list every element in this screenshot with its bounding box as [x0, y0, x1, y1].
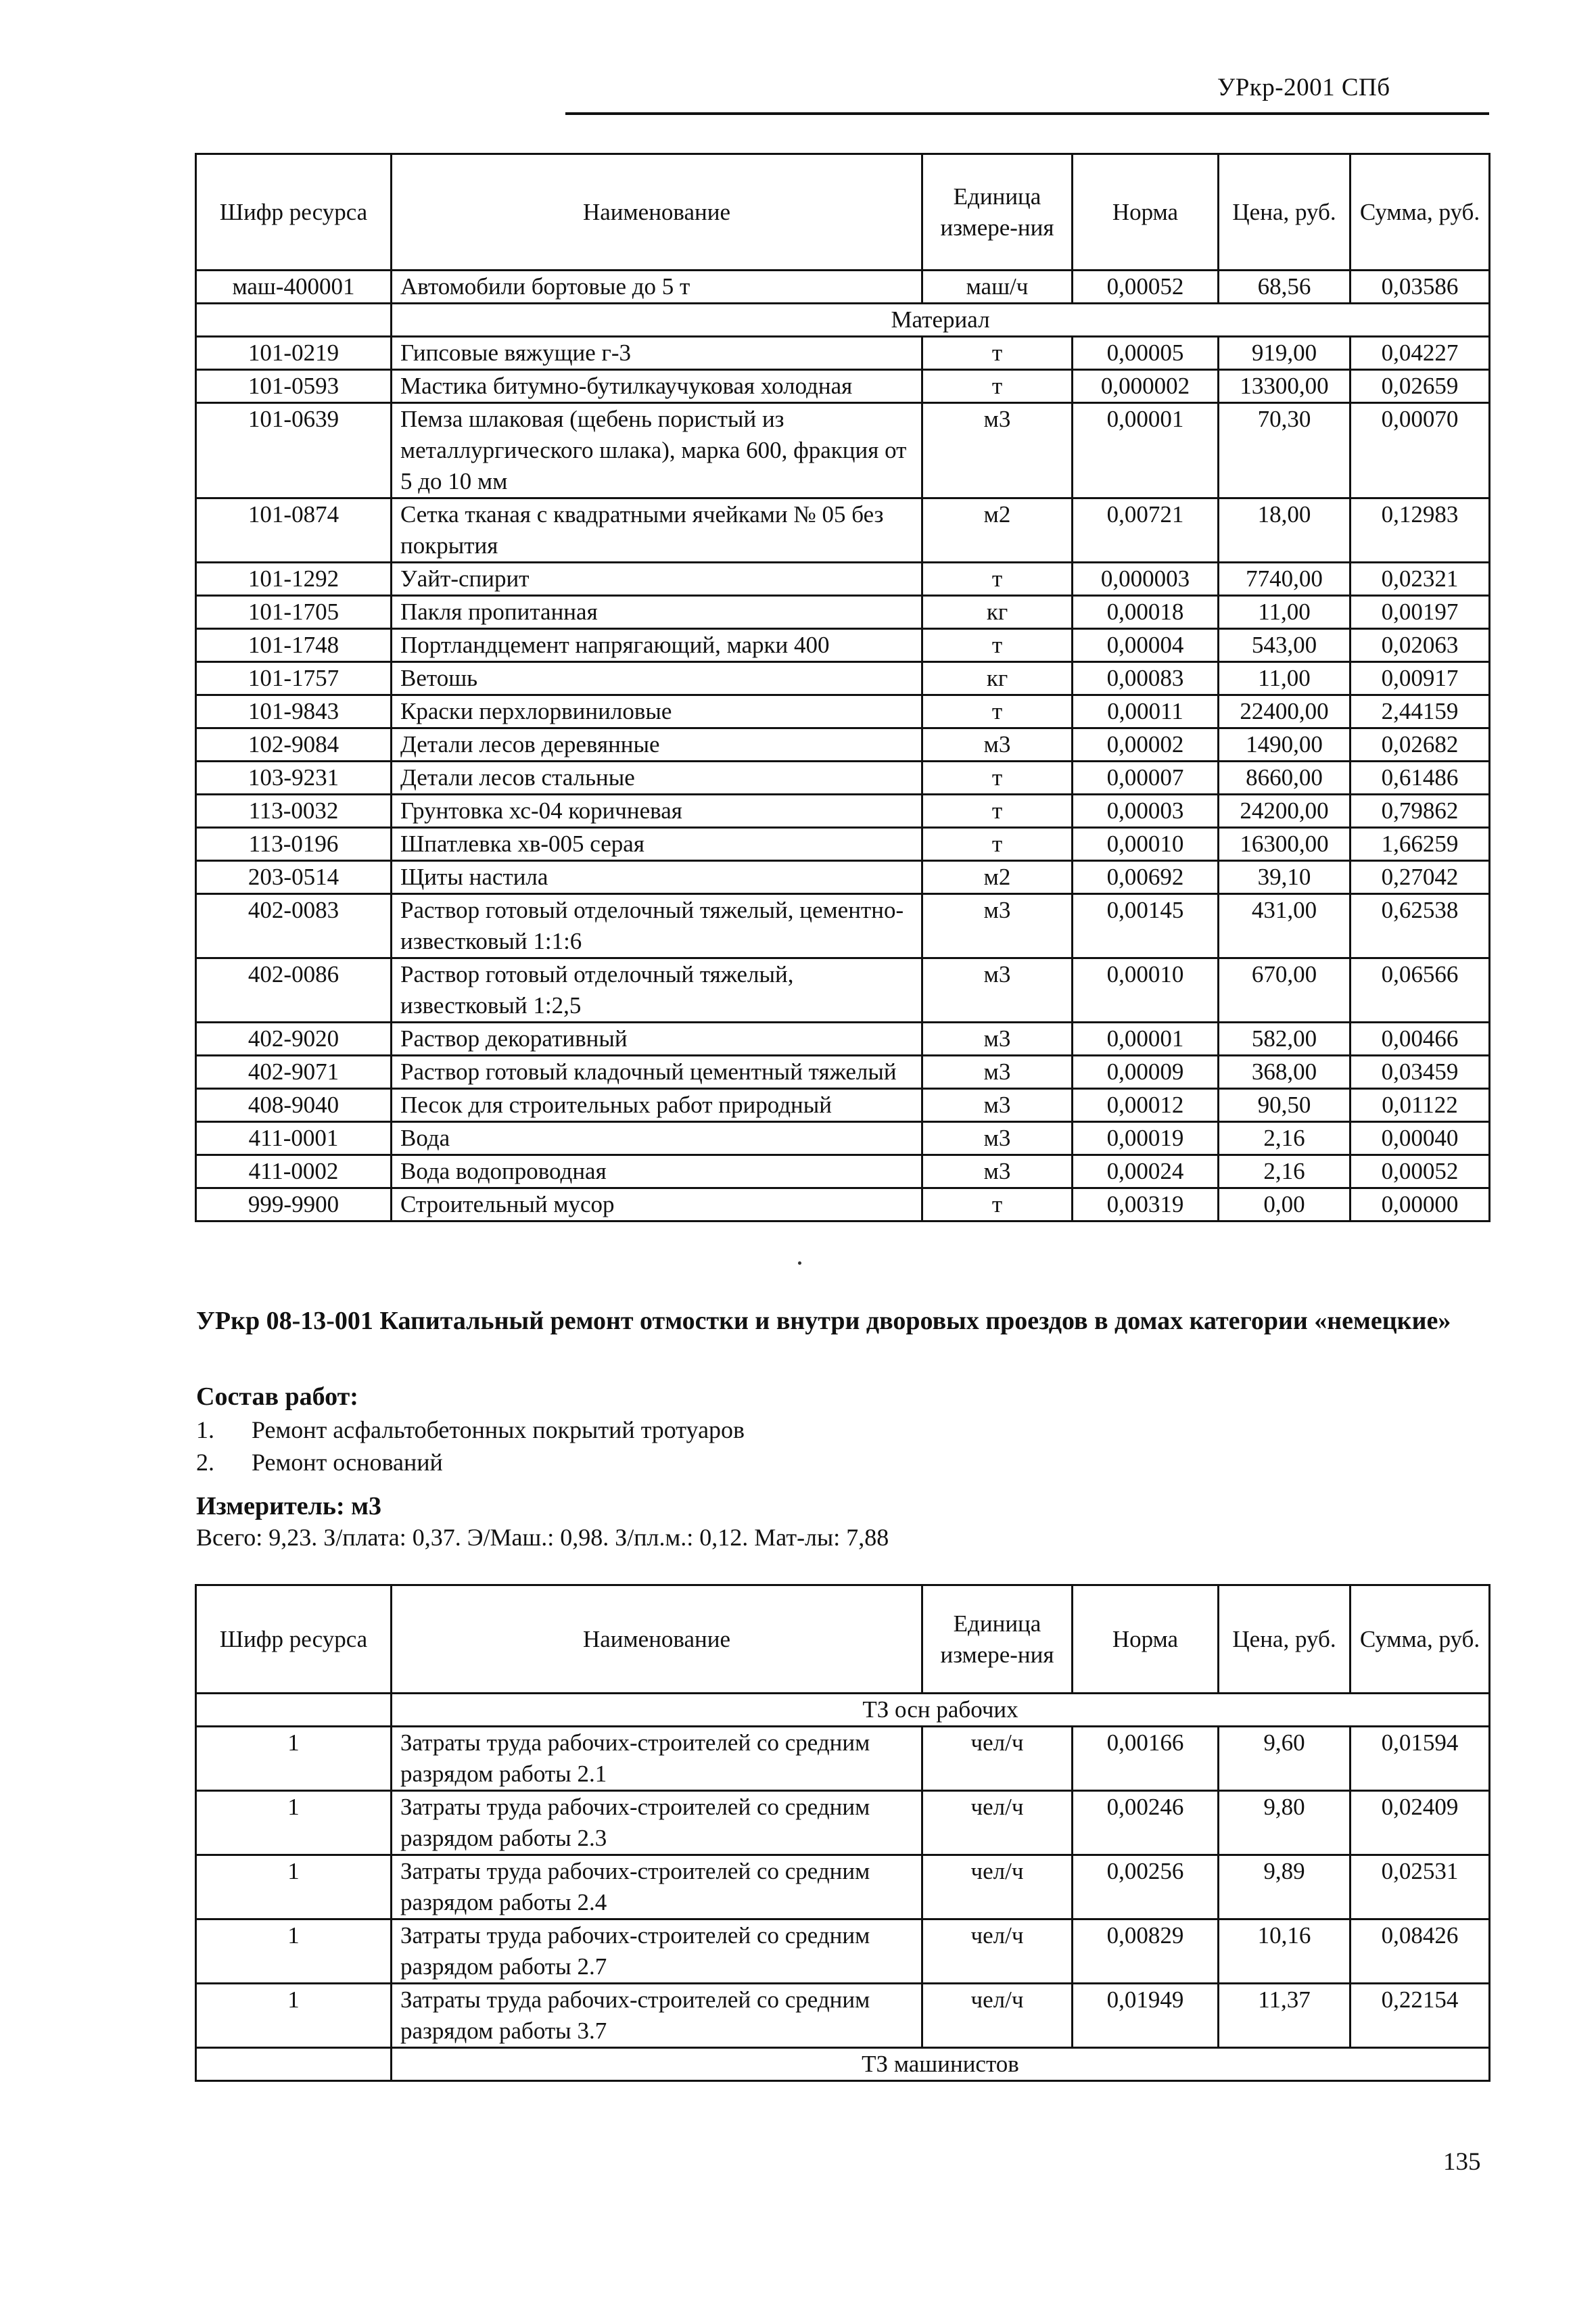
resource-price: 70,30: [1219, 403, 1351, 498]
col-header-price: Цена, руб.: [1219, 1585, 1351, 1694]
resource-norm: 0,00010: [1073, 828, 1219, 861]
resource-sum: 0,01594: [1351, 1727, 1490, 1791]
resource-unit: м3: [922, 894, 1073, 958]
section-label-machinists: ТЗ машинистов: [392, 2048, 1490, 2081]
resource-sum: 2,44159: [1351, 695, 1490, 728]
resource-norm: 0,00024: [1073, 1155, 1219, 1188]
resource-code: 402-9071: [196, 1056, 392, 1089]
resource-unit: м3: [922, 1056, 1073, 1089]
table-row: [196, 1791, 1490, 1855]
resource-code: 203-0514: [196, 861, 392, 894]
list-item-number: 2.: [196, 1449, 214, 1476]
resource-code: 402-0083: [196, 894, 392, 958]
resource-unit: т: [922, 695, 1073, 728]
table-row: [196, 403, 1490, 498]
section-blank-cell: [196, 304, 392, 337]
resource-price: 68,56: [1219, 271, 1351, 304]
resource-sum: 0,02409: [1351, 1791, 1490, 1855]
table-row: [196, 271, 1490, 304]
resource-price: 13300,00: [1219, 370, 1351, 403]
col-header-norm: Норма: [1073, 154, 1219, 271]
col-header-price: Цена, руб.: [1219, 154, 1351, 271]
table-row: [196, 337, 1490, 370]
resource-unit: м3: [922, 1155, 1073, 1188]
composition-title: Состав работ:: [196, 1382, 358, 1411]
col-header-code: Шифр ресурса: [196, 154, 392, 271]
resource-code: 1: [196, 1855, 392, 1919]
resource-unit: т: [922, 795, 1073, 828]
resource-price: 9,89: [1219, 1855, 1351, 1919]
resource-code: маш-400001: [196, 271, 392, 304]
resource-unit: м3: [922, 403, 1073, 498]
resource-norm: 0,00001: [1073, 1023, 1219, 1056]
resource-norm: 0,00166: [1073, 1727, 1219, 1791]
table-row: [196, 828, 1490, 861]
table-row: [196, 1188, 1490, 1221]
resource-name: Уайт-спирит: [392, 563, 922, 596]
table-row: [196, 728, 1490, 762]
resource-code: 101-1705: [196, 596, 392, 629]
resource-name: Портландцемент напрягающий, марки 400: [392, 629, 922, 662]
resource-price: 8660,00: [1219, 762, 1351, 795]
col-header-sum: Сумма, руб.: [1351, 1585, 1490, 1694]
table-row: [196, 1056, 1490, 1089]
col-header-code: Шифр ресурса: [196, 1585, 392, 1694]
resource-norm: 0,00018: [1073, 596, 1219, 629]
resource-name: Сетка тканая с квадратными ячейками № 05 без покрытия: [392, 498, 922, 563]
resource-sum: 0,03459: [1351, 1056, 1490, 1089]
table-row: [196, 958, 1490, 1023]
resource-price: 1490,00: [1219, 728, 1351, 762]
resource-sum: 0,02659: [1351, 370, 1490, 403]
table-row: [196, 795, 1490, 828]
resource-sum: 0,79862: [1351, 795, 1490, 828]
resource-norm: 0,00009: [1073, 1056, 1219, 1089]
section-title: УРкр 08-13-001 Капитальный ремонт отмостки и внутри дворовых проездов в домах категории «немецкие»: [196, 1307, 1451, 1335]
resource-norm: 0,00011: [1073, 695, 1219, 728]
resource-unit: т: [922, 1188, 1073, 1221]
col-header-unit: Единица измере-ния: [922, 154, 1073, 271]
resource-unit: маш/ч: [922, 271, 1073, 304]
section-row-materials: [196, 304, 1490, 337]
resource-sum: 0,02063: [1351, 629, 1490, 662]
resource-name: Пакля пропитанная: [392, 596, 922, 629]
resource-sum: 0,61486: [1351, 762, 1490, 795]
resource-norm: 0,00001: [1073, 403, 1219, 498]
table-row: [196, 1089, 1490, 1122]
resource-table-1: [195, 153, 1491, 1222]
resource-name: Затраты труда рабочих-строителей со средним разрядом работы 2.7: [392, 1919, 922, 1984]
resource-name: Щиты настила: [392, 861, 922, 894]
resource-name: Затраты труда рабочих-строителей со средним разрядом работы 2.1: [392, 1727, 922, 1791]
resource-code: 101-1748: [196, 629, 392, 662]
resource-norm: 0,00319: [1073, 1188, 1219, 1221]
table-row: [196, 1023, 1490, 1056]
resource-norm: 0,00721: [1073, 498, 1219, 563]
table-row: [196, 762, 1490, 795]
resource-name: Вода: [392, 1122, 922, 1155]
col-header-unit: Единица измере-ния: [922, 1585, 1073, 1694]
resource-price: 24200,00: [1219, 795, 1351, 828]
resource-code: 408-9040: [196, 1089, 392, 1122]
resource-code: 101-9843: [196, 695, 392, 728]
resource-norm: 0,00692: [1073, 861, 1219, 894]
resource-price: 0,00: [1219, 1188, 1351, 1221]
resource-price: 11,00: [1219, 662, 1351, 695]
resource-unit: т: [922, 337, 1073, 370]
resource-sum: 0,00052: [1351, 1155, 1490, 1188]
resource-norm: 0,00145: [1073, 894, 1219, 958]
resource-sum: 0,22154: [1351, 1984, 1490, 2048]
resource-price: 543,00: [1219, 629, 1351, 662]
resource-code: 402-9020: [196, 1023, 392, 1056]
resource-code: 1: [196, 1984, 392, 2048]
resource-unit: м3: [922, 1023, 1073, 1056]
table-row: [196, 370, 1490, 403]
resource-sum: 0,12983: [1351, 498, 1490, 563]
resource-code: 101-0874: [196, 498, 392, 563]
table-row: [196, 563, 1490, 596]
resource-unit: м3: [922, 1089, 1073, 1122]
resource-code: 113-0196: [196, 828, 392, 861]
resource-sum: 0,01122: [1351, 1089, 1490, 1122]
resource-price: 368,00: [1219, 1056, 1351, 1089]
resource-name: Шпатлевка хв-005 серая: [392, 828, 922, 861]
resource-price: 11,37: [1219, 1984, 1351, 2048]
resource-sum: 0,00197: [1351, 596, 1490, 629]
table-row: [196, 861, 1490, 894]
resource-name: Детали лесов деревянные: [392, 728, 922, 762]
header-rule: [565, 112, 1489, 115]
resource-code: 113-0032: [196, 795, 392, 828]
resource-unit: м3: [922, 728, 1073, 762]
col-header-sum: Сумма, руб.: [1351, 154, 1490, 271]
resource-name: Гипсовые вяжущие г-3: [392, 337, 922, 370]
resource-sum: 0,03586: [1351, 271, 1490, 304]
resource-sum: 0,02682: [1351, 728, 1490, 762]
resource-code: 103-9231: [196, 762, 392, 795]
list-item-text: Ремонт асфальтобетонных покрытий тротуаров: [252, 1416, 745, 1443]
resource-sum: 0,00040: [1351, 1122, 1490, 1155]
resource-price: 582,00: [1219, 1023, 1351, 1056]
resource-unit: чел/ч: [922, 1919, 1073, 1984]
resource-name: Раствор декоративный: [392, 1023, 922, 1056]
resource-code: 1: [196, 1791, 392, 1855]
resource-code: 411-0002: [196, 1155, 392, 1188]
resource-sum: 0,06566: [1351, 958, 1490, 1023]
resource-sum: 0,04227: [1351, 337, 1490, 370]
table-row: [196, 1727, 1490, 1791]
resource-unit: т: [922, 629, 1073, 662]
resource-norm: 0,00005: [1073, 337, 1219, 370]
resource-name: Пемза шлаковая (щебень пористый из металлургического шлака), марка 600, фракция от 5 до 10 мм: [392, 403, 922, 498]
resource-name: Ветошь: [392, 662, 922, 695]
resource-name: Детали лесов стальные: [392, 762, 922, 795]
resource-code: 1: [196, 1919, 392, 1984]
resource-unit: чел/ч: [922, 1727, 1073, 1791]
resource-name: Раствор готовый кладочный цементный тяжелый: [392, 1056, 922, 1089]
resource-sum: 0,02321: [1351, 563, 1490, 596]
resource-unit: м2: [922, 861, 1073, 894]
table-row: [196, 1122, 1490, 1155]
section-blank-cell: [196, 2048, 392, 2081]
resource-sum: 0,08426: [1351, 1919, 1490, 1984]
resource-price: 11,00: [1219, 596, 1351, 629]
section-row-machinists: [196, 2048, 1490, 2081]
resource-unit: м3: [922, 1122, 1073, 1155]
resource-sum: 0,00000: [1351, 1188, 1490, 1221]
table-row: [196, 695, 1490, 728]
resource-code: 101-1757: [196, 662, 392, 695]
resource-name: Вода водопроводная: [392, 1155, 922, 1188]
resource-norm: 0,00002: [1073, 728, 1219, 762]
resource-price: 2,16: [1219, 1155, 1351, 1188]
resource-table-2: [195, 1584, 1491, 2082]
resource-unit: кг: [922, 662, 1073, 695]
resource-price: 39,10: [1219, 861, 1351, 894]
resource-name: Автомобили бортовые до 5 т: [392, 271, 922, 304]
list-item: [196, 1414, 745, 1446]
col-header-name: Наименование: [392, 154, 922, 271]
resource-sum: 0,62538: [1351, 894, 1490, 958]
resource-norm: 0,00052: [1073, 271, 1219, 304]
resource-price: 16300,00: [1219, 828, 1351, 861]
scan-speck: [798, 1261, 801, 1265]
list-item: [196, 1446, 745, 1479]
col-header-name: Наименование: [392, 1585, 922, 1694]
col-header-norm: Норма: [1073, 1585, 1219, 1694]
resource-unit: т: [922, 370, 1073, 403]
resource-sum: 0,00917: [1351, 662, 1490, 695]
resource-norm: 0,00012: [1073, 1089, 1219, 1122]
resource-unit: м3: [922, 958, 1073, 1023]
table-row: [196, 629, 1490, 662]
resource-unit: т: [922, 563, 1073, 596]
resource-norm: 0,00007: [1073, 762, 1219, 795]
page-number: 135: [1443, 2148, 1481, 2176]
section-blank-cell: [196, 1694, 392, 1727]
resource-unit: м2: [922, 498, 1073, 563]
resource-price: 919,00: [1219, 337, 1351, 370]
resource-norm: 0,00083: [1073, 662, 1219, 695]
meter-line: Измеритель: м3: [196, 1492, 382, 1520]
table-header-row: [196, 1585, 1490, 1694]
resource-name: Затраты труда рабочих-строителей со средним разрядом работы 2.4: [392, 1855, 922, 1919]
resource-name: Раствор готовый отделочный тяжелый, цементно-известковый 1:1:6: [392, 894, 922, 958]
section-label-workers: ТЗ осн рабочих: [392, 1694, 1490, 1727]
table-header-row: [196, 154, 1490, 271]
totals-line: Всего: 9,23. З/плата: 0,37. Э/Маш.: 0,98. З/пл.м.: 0,12. Мат-лы: 7,88: [196, 1524, 889, 1551]
resource-code: 1: [196, 1727, 392, 1791]
resource-name: Затраты труда рабочих-строителей со средним разрядом работы 3.7: [392, 1984, 922, 2048]
resource-code: 102-9084: [196, 728, 392, 762]
resource-sum: 0,27042: [1351, 861, 1490, 894]
resource-price: 22400,00: [1219, 695, 1351, 728]
resource-price: 10,16: [1219, 1919, 1351, 1984]
table-row: [196, 894, 1490, 958]
resource-name: Грунтовка хс-04 коричневая: [392, 795, 922, 828]
resource-norm: 0,000003: [1073, 563, 1219, 596]
table-row: [196, 1855, 1490, 1919]
resource-name: Затраты труда рабочих-строителей со средним разрядом работы 2.3: [392, 1791, 922, 1855]
work-list: [196, 1414, 745, 1479]
resource-name: Песок для строительных работ природный: [392, 1089, 922, 1122]
resource-price: 431,00: [1219, 894, 1351, 958]
resource-price: 2,16: [1219, 1122, 1351, 1155]
table-row: [196, 662, 1490, 695]
resource-code: 101-0639: [196, 403, 392, 498]
resource-norm: 0,00246: [1073, 1791, 1219, 1855]
table-row: [196, 596, 1490, 629]
resource-name: Строительный мусор: [392, 1188, 922, 1221]
table-row: [196, 1155, 1490, 1188]
resource-norm: 0,01949: [1073, 1984, 1219, 2048]
list-item-number: 1.: [196, 1416, 214, 1443]
resource-unit: т: [922, 828, 1073, 861]
resource-price: 7740,00: [1219, 563, 1351, 596]
resource-unit: т: [922, 762, 1073, 795]
resource-norm: 0,00004: [1073, 629, 1219, 662]
resource-price: 90,50: [1219, 1089, 1351, 1122]
resource-name: Краски перхлорвиниловые: [392, 695, 922, 728]
resource-norm: 0,00256: [1073, 1855, 1219, 1919]
resource-norm: 0,00003: [1073, 795, 1219, 828]
resource-unit: чел/ч: [922, 1791, 1073, 1855]
resource-code: 101-0219: [196, 337, 392, 370]
resource-unit: кг: [922, 596, 1073, 629]
resource-name: Мастика битумно-бутилкаучуковая холодная: [392, 370, 922, 403]
resource-norm: 0,00010: [1073, 958, 1219, 1023]
resource-code: 411-0001: [196, 1122, 392, 1155]
resource-price: 9,60: [1219, 1727, 1351, 1791]
resource-norm: 0,00019: [1073, 1122, 1219, 1155]
resource-sum: 0,00466: [1351, 1023, 1490, 1056]
table-row: [196, 1984, 1490, 2048]
resource-code: 101-0593: [196, 370, 392, 403]
resource-sum: 1,66259: [1351, 828, 1490, 861]
resource-code: 101-1292: [196, 563, 392, 596]
resource-name: Раствор готовый отделочный тяжелый, известковый 1:2,5: [392, 958, 922, 1023]
table-row: [196, 498, 1490, 563]
running-header: УРкр-2001 СПб: [1217, 74, 1390, 101]
resource-price: 670,00: [1219, 958, 1351, 1023]
resource-code: 999-9900: [196, 1188, 392, 1221]
resource-sum: 0,00070: [1351, 403, 1490, 498]
resource-price: 9,80: [1219, 1791, 1351, 1855]
list-item-text: Ремонт оснований: [252, 1449, 443, 1476]
resource-code: 402-0086: [196, 958, 392, 1023]
section-label-materials: Материал: [392, 304, 1490, 337]
resource-norm: 0,000002: [1073, 370, 1219, 403]
resource-sum: 0,02531: [1351, 1855, 1490, 1919]
resource-unit: чел/ч: [922, 1855, 1073, 1919]
resource-price: 18,00: [1219, 498, 1351, 563]
section-row-workers: [196, 1694, 1490, 1727]
resource-unit: чел/ч: [922, 1984, 1073, 2048]
table-row: [196, 1919, 1490, 1984]
resource-norm: 0,00829: [1073, 1919, 1219, 1984]
